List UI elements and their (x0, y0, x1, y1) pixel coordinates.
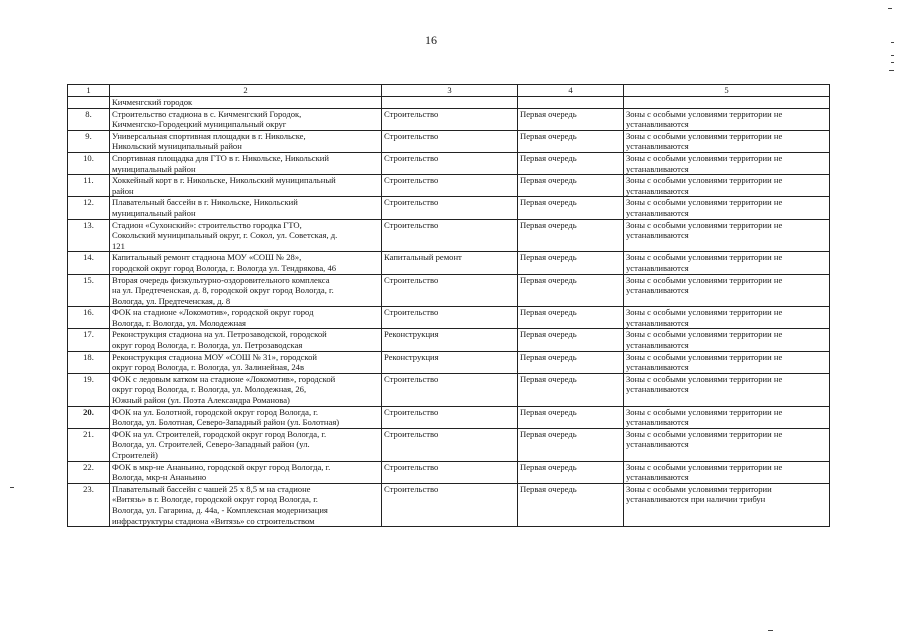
zone-note: Зоны с особыми условиями территории не устанавливаются (624, 428, 830, 461)
work-type: Реконструкция (382, 351, 518, 373)
table-row (68, 428, 830, 461)
stage: Первая очередь (518, 219, 624, 252)
object-name: Универсальная спортивная площадки в г. Никольске, Никольский муниципальный район (110, 130, 382, 152)
table-row (68, 108, 830, 130)
work-type: Строительство (382, 406, 518, 428)
row-number: 15. (68, 274, 110, 307)
scan-mark (889, 70, 894, 71)
table-row (68, 351, 830, 373)
stage: Первая очередь (518, 373, 624, 406)
row-number: 22. (68, 461, 110, 483)
work-type: Строительство (382, 373, 518, 406)
object-name: Спортивная площадка для ГТО в г. Никольске, Никольский муниципальный район (110, 152, 382, 174)
work-type: Реконструкция (382, 329, 518, 351)
object-name: Строительство стадиона в с. Кичменгский Городок, Кичменгско-Городецкий муниципальный округ (110, 108, 382, 130)
object-name: ФОК в мкр-не Ананьино, городской округ город Вологда, г. Вологда, мкр-н Ананьино (110, 461, 382, 483)
object-name: Реконструкция стадиона на ул. Петрозаводской, городской округ город Вологда, г. Вологда, ул. Петрозаводская (110, 329, 382, 351)
page-number: 16 (425, 33, 437, 47)
scan-mark (768, 630, 773, 631)
zone-note: Зоны с особыми условиями территории не устанавливаются (624, 197, 830, 219)
work-type: Строительство (382, 483, 518, 526)
scan-mark (891, 62, 894, 63)
row-number: 9. (68, 130, 110, 152)
scan-mark (891, 42, 894, 43)
stage: Первая очередь (518, 483, 624, 526)
stage: Первая очередь (518, 406, 624, 428)
row-number: 8. (68, 108, 110, 130)
work-type: Капитальный ремонт (382, 252, 518, 274)
table-row (68, 329, 830, 351)
object-name: Капитальный ремонт стадиона МОУ «СОШ № 28», городской округ город Вологда, г. Вологда ул. Тендрякова, 46 (110, 252, 382, 274)
objects-table (67, 84, 830, 527)
stage: Первая очередь (518, 175, 624, 197)
scan-mark (888, 8, 892, 9)
object-name: Вторая очередь физкультурно-оздоровительного комплекса на ул. Предтеченская, д. 8, городской округ город Вологда, г. Вологда, ул. Предтеченская, д. 8 (110, 274, 382, 307)
zone-note: Зоны с особыми условиями территории не устанавливаются (624, 351, 830, 373)
zone-note: Зоны с особыми условиями территории не устанавливаются (624, 274, 830, 307)
stage: Первая очередь (518, 329, 624, 351)
group-label: Кичменгский городок (110, 97, 382, 109)
header-col-4: 4 (518, 85, 624, 97)
table-cell (624, 97, 830, 109)
work-type: Строительство (382, 108, 518, 130)
table-row (68, 406, 830, 428)
work-type: Строительство (382, 152, 518, 174)
object-name: Плавательный бассейн в г. Никольске, Никольский муниципальный район (110, 197, 382, 219)
row-number: 19. (68, 373, 110, 406)
group-row (68, 97, 830, 109)
zone-note: Зоны с особыми условиями территории не устанавливаются (624, 307, 830, 329)
row-number: 11. (68, 175, 110, 197)
stage: Первая очередь (518, 307, 624, 329)
stage: Первая очередь (518, 252, 624, 274)
table-cell (518, 97, 624, 109)
row-number: 20. (68, 406, 110, 428)
table-row (68, 219, 830, 252)
header-col-2: 2 (110, 85, 382, 97)
table-cell (382, 97, 518, 109)
row-number: 12. (68, 197, 110, 219)
table-row (68, 274, 830, 307)
zone-note: Зоны с особыми условиями территории не устанавливаются (624, 219, 830, 252)
row-number: 16. (68, 307, 110, 329)
scan-mark (10, 487, 14, 488)
stage: Первая очередь (518, 152, 624, 174)
table-row (68, 252, 830, 274)
stage: Первая очередь (518, 197, 624, 219)
object-name: ФОК на ул. Болотной, городской округ город Вологда, г. Вологда, ул. Болотная, Северо-Западный район (ул. Болотная) (110, 406, 382, 428)
work-type: Строительство (382, 175, 518, 197)
object-name: Стадион «Сухонский»: строительство городка ГТО, Сокольский муниципальный округ, г. Сокол, ул. Советская, д. 121 (110, 219, 382, 252)
row-number: 21. (68, 428, 110, 461)
header-col-3: 3 (382, 85, 518, 97)
stage: Первая очередь (518, 274, 624, 307)
work-type: Строительство (382, 274, 518, 307)
object-name: ФОК на ул. Строителей, городской округ город Вологда, г. Вологда, ул. Строителей, Северо-Западный район (ул. Строителей) (110, 428, 382, 461)
zone-note: Зоны с особыми условиями территории не устанавливаются (624, 108, 830, 130)
object-name: Реконструкция стадиона МОУ «СОШ № 31», городской округ город Вологда, г. Вологда, ул. Залинейная, 24в (110, 351, 382, 373)
table-row (68, 152, 830, 174)
work-type: Строительство (382, 461, 518, 483)
object-name: Хоккейный корт в г. Никольске, Никольский муниципальный район (110, 175, 382, 197)
table-row (68, 130, 830, 152)
work-type: Строительство (382, 219, 518, 252)
zone-note: Зоны с особыми условиями территории не устанавливаются (624, 152, 830, 174)
zone-note: Зоны с особыми условиями территории устанавливаются при наличии трибун (624, 483, 830, 526)
row-number: 13. (68, 219, 110, 252)
table-row (68, 373, 830, 406)
row-number: 10. (68, 152, 110, 174)
header-col-5: 5 (624, 85, 830, 97)
zone-note: Зоны с особыми условиями территории не устанавливаются (624, 329, 830, 351)
work-type: Строительство (382, 428, 518, 461)
stage: Первая очередь (518, 108, 624, 130)
scan-mark (891, 55, 894, 56)
object-name: ФОК на стадионе «Локомотив», городской округ город Вологда, г. Вологда, ул. Молодежная (110, 307, 382, 329)
header-col-1: 1 (68, 85, 110, 97)
zone-note: Зоны с особыми условиями территории не устанавливаются (624, 130, 830, 152)
zone-note: Зоны с особыми условиями территории не устанавливаются (624, 373, 830, 406)
zone-note: Зоны с особыми условиями территории не устанавливаются (624, 252, 830, 274)
stage: Первая очередь (518, 428, 624, 461)
row-number: 23. (68, 483, 110, 526)
table-row (68, 483, 830, 526)
zone-note: Зоны с особыми условиями территории не устанавливаются (624, 175, 830, 197)
row-number: 17. (68, 329, 110, 351)
work-type: Строительство (382, 307, 518, 329)
table-cell (68, 97, 110, 109)
stage: Первая очередь (518, 351, 624, 373)
zone-note: Зоны с особыми условиями территории не устанавливаются (624, 406, 830, 428)
work-type: Строительство (382, 197, 518, 219)
work-type: Строительство (382, 130, 518, 152)
table-row (68, 461, 830, 483)
object-name: Плавательный бассейн с чашей 25 х 8,5 м на стадионе «Витязь» в г. Вологде, городской округ город Вологда, г. Вологда, ул. Гагарина, д. 44а, - Комплексная модернизация инфраструктуры стадиона «Витязь» со строительством (110, 483, 382, 526)
row-number: 14. (68, 252, 110, 274)
table-row (68, 197, 830, 219)
stage: Первая очередь (518, 461, 624, 483)
stage: Первая очередь (518, 130, 624, 152)
object-name: ФОК с ледовым катком на стадионе «Локомотив», городской округ город Вологда, г. Вологда, ул. Молодежная, 26, Южный район (ул. Поэта Александра Романова) (110, 373, 382, 406)
zone-note: Зоны с особыми условиями территории не устанавливаются (624, 461, 830, 483)
row-number: 18. (68, 351, 110, 373)
header-row (68, 85, 830, 97)
table-row (68, 175, 830, 197)
table-row (68, 307, 830, 329)
